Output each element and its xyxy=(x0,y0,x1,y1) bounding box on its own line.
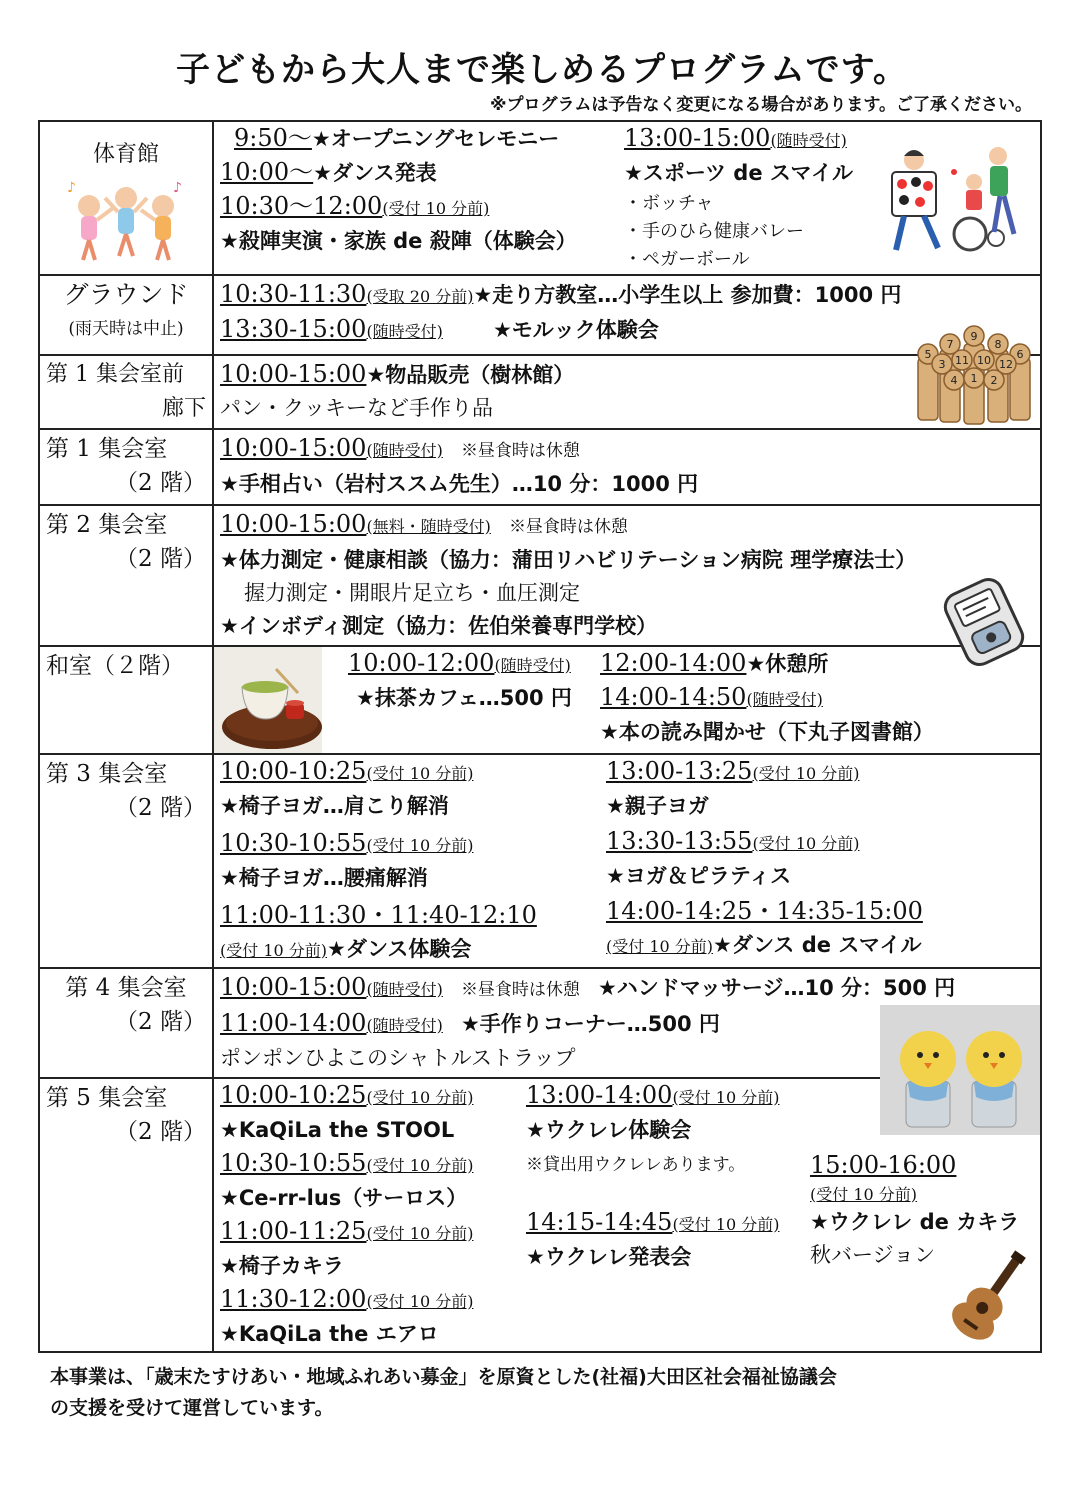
palm-reading: ★手相占い（岩村ススム先生）…10 分：1000 円 xyxy=(220,472,699,496)
room-sub: (雨天時は中止) xyxy=(68,319,184,339)
lunch-break-note: ※昼食時は休憩 xyxy=(508,517,628,537)
dance-de-smile: ★ダンス de スマイル xyxy=(713,933,922,957)
room-sub: （2 階） xyxy=(115,546,206,572)
room-cell-room5 xyxy=(39,1078,213,1352)
room5-col1 xyxy=(214,1079,518,1351)
room-sub: （2 階） xyxy=(115,1009,206,1035)
ukulele-de-kaqila: ★ウクレレ de カキラ xyxy=(810,1210,1020,1234)
row-gym xyxy=(39,121,1041,275)
room3-left xyxy=(214,755,606,967)
dancing-kids-icon xyxy=(61,176,191,266)
room4-time: 11:00-14:00 xyxy=(220,1009,367,1037)
matcha-photo xyxy=(214,647,322,753)
room-name: 第 4 集会室 xyxy=(65,975,187,1001)
sports-de-smile: ★スポーツ de スマイル xyxy=(624,161,854,185)
row-room5 xyxy=(39,1078,1041,1352)
washitsu-content xyxy=(213,646,1041,754)
room-cell-hall1 xyxy=(39,355,213,429)
matcha-time: 10:00-12:00 xyxy=(348,649,495,677)
row-room2 xyxy=(39,505,1041,646)
molkky-number: 6 xyxy=(1016,348,1024,361)
handmade-corner: ★手作りコーナー…500 円 xyxy=(460,1012,720,1036)
cerrlus: ★Ce-rr-lus（サーロス） xyxy=(220,1186,468,1210)
room3-time: 10:30-10:55 xyxy=(220,829,367,857)
sports-item: ・手のひら健康バレー xyxy=(624,221,804,242)
room-sub: （2 階） xyxy=(115,795,206,821)
room5-note: (受付 10 分前) xyxy=(672,1088,780,1107)
matcha-cafe: ★抹茶カフェ…500 円 xyxy=(356,686,572,710)
gym-afternoon xyxy=(624,122,1040,274)
ground-time-1: 10:30-11:30 xyxy=(220,280,367,308)
matcha-note: (随時受付) xyxy=(494,656,571,675)
ukulele-rental-note: ※貸出用ウクレレあります。 xyxy=(526,1155,746,1175)
room3-note: (受付 10 分前) xyxy=(366,836,474,855)
molkky-number: 3 xyxy=(938,358,946,371)
svg-text:♪: ♪ xyxy=(67,180,76,196)
room5-note: (受付 10 分前) xyxy=(366,1292,474,1311)
footer-notice xyxy=(50,1362,1040,1424)
room3-content xyxy=(213,754,1041,968)
molkky-number: 5 xyxy=(924,348,932,361)
yoga-pilates: ★ヨガ＆ピラティス xyxy=(606,864,792,888)
room2-note: (無料・随時受付) xyxy=(366,517,491,536)
room-name: 和室（２階） xyxy=(46,653,184,679)
room-cell-washitsu xyxy=(39,646,213,754)
hand-massage: ★ハンドマッサージ…10 分：500 円 xyxy=(597,976,956,1000)
row-ground xyxy=(39,275,1041,355)
program-table xyxy=(38,120,1042,1353)
dance-trial: ★ダンス体験会 xyxy=(327,937,472,961)
room3-time: 13:00-13:25 xyxy=(606,757,753,785)
room4-content xyxy=(213,968,1041,1078)
room5-time: 10:00-10:25 xyxy=(220,1081,367,1109)
gym-time-1030: 10:30～12:00 xyxy=(220,192,383,220)
room3-time: 14:00-14:25・14:35-15:00 xyxy=(606,897,923,925)
kaqila-aero: ★KaQiLa the エアロ xyxy=(220,1322,439,1346)
molkky-number: 11 xyxy=(955,354,969,367)
room5-time: 15:00-16:00 xyxy=(810,1151,957,1179)
room4-time: 10:00-15:00 xyxy=(220,973,367,1001)
room3-note: (受付 10 分前) xyxy=(752,834,860,853)
room5-time: 13:00-14:00 xyxy=(526,1081,673,1109)
boccia-players-icon xyxy=(874,142,1034,262)
chair-kaqila: ★椅子カキラ xyxy=(220,1254,344,1278)
room-sub: 廊下 xyxy=(161,396,206,421)
room3-right xyxy=(606,755,1040,967)
room-name: 体育館 xyxy=(92,142,159,167)
molkky-number: 8 xyxy=(994,338,1002,351)
room3-note: (受付 10 分前) xyxy=(366,764,474,783)
room3-time: 10:00-10:25 xyxy=(220,757,367,785)
row-room4 xyxy=(39,968,1041,1078)
room5-time: 14:15-14:45 xyxy=(526,1208,673,1236)
opening-ceremony: ★オープニングセレモニー xyxy=(311,127,560,151)
room1-note: (随時受付) xyxy=(366,441,443,460)
row-hall1 xyxy=(39,355,1041,429)
molkky-number: 12 xyxy=(999,358,1013,371)
hall1-content xyxy=(213,355,1041,429)
room-name: グラウンド xyxy=(63,280,189,309)
rest-area: ★休憩所 xyxy=(746,652,829,676)
ground-note-1: (受取 20 分前) xyxy=(366,287,474,306)
running-class: ★走り方教室…小学生以上 参加費：1000 円 xyxy=(473,283,902,307)
washitsu-right xyxy=(600,647,1040,751)
gym-content xyxy=(213,121,1041,275)
room1-content xyxy=(213,429,1041,505)
room-name: 第 1 集会室 xyxy=(46,436,168,462)
room3-note: (受付 10 分前) xyxy=(606,937,714,956)
ukulele-trial: ★ウクレレ体験会 xyxy=(526,1118,692,1142)
sports-item: ・ボッチャ xyxy=(624,193,714,214)
ukulele-recital: ★ウクレレ発表会 xyxy=(526,1245,692,1269)
page-title: 子どもから大人まで楽しめるプログラムです。 xyxy=(176,50,908,90)
room-sub: （2 階） xyxy=(115,1119,206,1145)
room-name: 第 3 集会室 xyxy=(46,761,168,787)
dance-show: ★ダンス発表 xyxy=(313,161,437,185)
molkky-trial: ★モルック体験会 xyxy=(492,318,659,342)
room-cell-room2 xyxy=(39,505,213,646)
room2-time: 10:00-15:00 xyxy=(220,510,367,538)
molkky-number: 2 xyxy=(990,374,998,387)
room5-time: 10:30-10:55 xyxy=(220,1149,367,1177)
molkky-number: 9 xyxy=(970,330,978,343)
goods-sale: ★物品販売（樹林館） xyxy=(366,363,575,387)
chair-yoga-back: ★椅子ヨガ…腰痛解消 xyxy=(220,866,428,890)
fitness-items: 握力測定・開眼片足立ち・血圧測定 xyxy=(244,581,580,605)
gym-time-0950: 9:50～ xyxy=(234,124,312,152)
lunch-break-note: ※昼食時は休憩 xyxy=(460,441,580,461)
room5-col2 xyxy=(518,1079,810,1351)
room-sub: （2 階） xyxy=(115,470,206,496)
row-room1 xyxy=(39,429,1041,505)
room-name: 第 1 集会室前 xyxy=(46,362,184,387)
ground-note-2: (随時受付) xyxy=(366,322,443,341)
autumn-version: 秋バージョン xyxy=(810,1243,936,1267)
hall1-time: 10:00-15:00 xyxy=(220,360,367,388)
rest-time: 12:00-14:00 xyxy=(600,649,747,677)
tate-demo: ★殺陣実演・家族 de 殺陣（体験会） xyxy=(220,229,577,253)
room-cell-ground xyxy=(39,275,213,355)
room-cell-room1 xyxy=(39,429,213,505)
room1-time: 10:00-15:00 xyxy=(220,434,367,462)
washitsu-left xyxy=(214,647,600,751)
room3-note: (受付 10 分前) xyxy=(220,941,328,960)
sports-note: (随時受付) xyxy=(770,131,847,150)
ukulele-icon xyxy=(946,1245,1038,1343)
room-cell-gym xyxy=(39,121,213,275)
change-notice: ※プログラムは予告なく変更になる場合があります。ご了承ください。 xyxy=(490,95,1032,115)
molkky-number: 10 xyxy=(977,354,991,367)
ground-time-2: 13:30-15:00 xyxy=(220,315,367,343)
room5-col3 xyxy=(810,1079,1040,1351)
room3-note: (受付 10 分前) xyxy=(752,764,860,783)
kaqila-stool: ★KaQiLa the STOOL xyxy=(220,1118,455,1142)
molkky-number: 4 xyxy=(950,374,958,387)
row-washitsu xyxy=(39,646,1041,754)
room5-note: (受付 10 分前) xyxy=(366,1088,474,1107)
room-cell-room3 xyxy=(39,754,213,968)
gym-note: (受付 10 分前) xyxy=(382,199,490,218)
room5-content xyxy=(213,1078,1041,1352)
room5-note: (受付 10 分前) xyxy=(810,1185,918,1204)
room5-note: (受付 10 分前) xyxy=(672,1215,780,1234)
gym-time-1000: 10:00～ xyxy=(220,158,314,186)
sports-time: 13:00-15:00 xyxy=(624,124,771,152)
story-note: (随時受付) xyxy=(746,690,823,709)
row-room3 xyxy=(39,754,1041,968)
room3-time: 13:30-13:55 xyxy=(606,827,753,855)
room5-note: (受付 10 分前) xyxy=(366,1156,474,1175)
sports-item: ・ペガーボール xyxy=(624,249,750,270)
footer-line: 本事業は、「歳末たすけあい・地域ふれあい募金」を原資とした(社福)大田区社会福祉協議会 xyxy=(50,1366,837,1388)
svg-text:♪: ♪ xyxy=(173,180,182,196)
room-name: 第 5 集会室 xyxy=(46,1085,168,1111)
room2-content xyxy=(213,505,1041,646)
parent-child-yoga: ★親子ヨガ xyxy=(606,794,709,818)
room5-note: (受付 10 分前) xyxy=(366,1224,474,1243)
pompom-chick-strap: ポンポンひよこのシャトルストラップ xyxy=(220,1046,576,1070)
story-time: 14:00-14:50 xyxy=(600,683,747,711)
fitness-test: ★体力測定・健康相談（協力：蒲田リハビリテーション病院 理学療法士） xyxy=(220,548,917,572)
gym-morning xyxy=(214,122,624,274)
footer-line: の支援を受けて運営しています。 xyxy=(50,1397,334,1419)
handmade-goods: パン・クッキーなど手作り品 xyxy=(220,396,493,420)
chair-yoga-shoulder: ★椅子ヨガ…肩こり解消 xyxy=(220,794,449,818)
story-reading: ★本の読み聞かせ（下丸子図書館） xyxy=(600,720,934,744)
molkky-number: 7 xyxy=(946,338,954,351)
molkky-number: 1 xyxy=(970,372,978,385)
room-name: 第 2 集会室 xyxy=(46,512,168,538)
room5-time: 11:00-11:25 xyxy=(220,1217,367,1245)
room4-note: (随時受付) xyxy=(366,980,443,999)
room3-time: 11:00-11:30・11:40-12:10 xyxy=(220,901,537,929)
room4-note: (随時受付) xyxy=(366,1016,443,1035)
inbody-test: ★インボディ測定（協力：佐伯栄養専門学校） xyxy=(220,614,658,638)
room-cell-room4 xyxy=(39,968,213,1078)
room5-time: 11:30-12:00 xyxy=(220,1285,367,1313)
lunch-break-note: ※昼食時は休憩 xyxy=(460,980,580,1000)
